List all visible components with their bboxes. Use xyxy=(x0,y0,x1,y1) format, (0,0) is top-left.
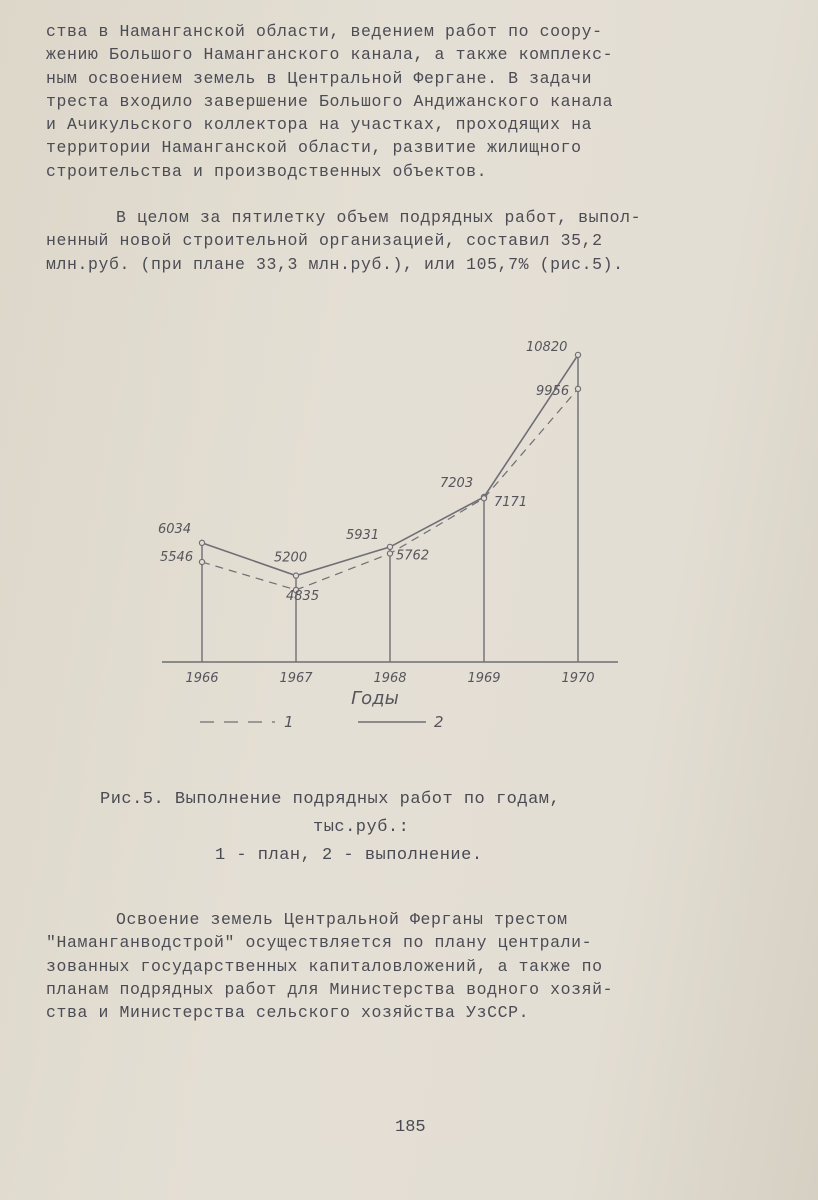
x-axis-title: Годы xyxy=(351,688,399,709)
x-tick-label: 1966 xyxy=(185,671,219,686)
text-line: ным освоением земель в Центральной Фергане. В задачи xyxy=(46,68,593,88)
actual-value-label: 5931 xyxy=(346,527,380,543)
text-line: и Ачикульского коллектора на участках, проходящих на xyxy=(46,115,593,135)
x-tick-label: 1970 xyxy=(561,671,595,686)
figure-caption-legend: 1 - план, 2 - выполнение. xyxy=(215,846,483,865)
plan-value-label: 9956 xyxy=(536,383,570,399)
paragraph-bottom xyxy=(46,908,776,1024)
text-line: млн.руб. (при плане 33,3 млн.руб.), или 105,7% (рис.5). xyxy=(46,254,624,274)
actual-value-label: 5200 xyxy=(274,550,308,566)
text-line: Освоение земель Центральной Ферганы трестом xyxy=(116,910,568,929)
x-tick-label: 1968 xyxy=(373,671,407,686)
text-line: планам подрядных работ для Министерства водного хозяй- xyxy=(46,979,614,999)
text-line: "Наманганводстрой" осуществляется по плану централи- xyxy=(46,933,593,953)
contract-work-chart xyxy=(150,330,650,750)
actual-point xyxy=(293,573,298,578)
x-tick-label: 1969 xyxy=(467,671,501,686)
text-line: ненный новой строительной организацией, составил 35,2 xyxy=(46,231,603,251)
chart-labels xyxy=(158,340,595,731)
plan-point xyxy=(481,496,486,501)
paragraph-top xyxy=(46,20,776,183)
actual-point xyxy=(387,544,392,549)
actual-value-label: 6034 xyxy=(158,521,192,537)
text-line: территории Наманганской области, развитие жилищного xyxy=(46,138,582,158)
page-number: 185 xyxy=(395,1118,426,1137)
actual-point xyxy=(199,540,204,545)
legend-plan-label: 1 xyxy=(284,713,294,731)
figure-caption-unit: тыс.руб.: xyxy=(313,818,410,837)
figure-caption-title: Рис.5. Выполнение подрядных работ по годам, xyxy=(100,790,561,809)
chart-axes xyxy=(162,355,618,662)
legend-actual-label: 2 xyxy=(434,713,444,731)
plan-value-label: 5762 xyxy=(396,548,430,564)
text-line: В целом за пятилетку объем подрядных работ, выпол- xyxy=(116,208,642,227)
paragraph-summary xyxy=(46,206,776,276)
text-line: зованных государственных капиталовложений, а также по xyxy=(46,956,603,976)
text-line: ства и Министерства сельского хозяйства УзССР. xyxy=(46,1003,530,1023)
plan-point xyxy=(387,551,392,556)
plan-point xyxy=(575,386,580,391)
plan-value-label: 5546 xyxy=(160,550,194,566)
plan-value-label: 7171 xyxy=(494,495,528,511)
text-line: ства в Наманганской области, ведением работ по соору- xyxy=(46,22,603,41)
series-actual-line xyxy=(202,355,578,576)
actual-value-label: 7203 xyxy=(440,475,474,491)
actual-value-label: 10820 xyxy=(526,339,568,355)
chart-points xyxy=(199,352,580,592)
actual-point xyxy=(575,352,580,357)
text-line: жению Большого Наманганского канала, а также комплекс- xyxy=(46,45,614,65)
text-line: строительства и производственных объектов. xyxy=(46,161,488,181)
plan-value-label: 4835 xyxy=(286,588,320,604)
plan-point xyxy=(199,559,204,564)
text-line: треста входило завершение Большого Андижанского канала xyxy=(46,91,614,111)
x-tick-label: 1967 xyxy=(279,671,313,686)
